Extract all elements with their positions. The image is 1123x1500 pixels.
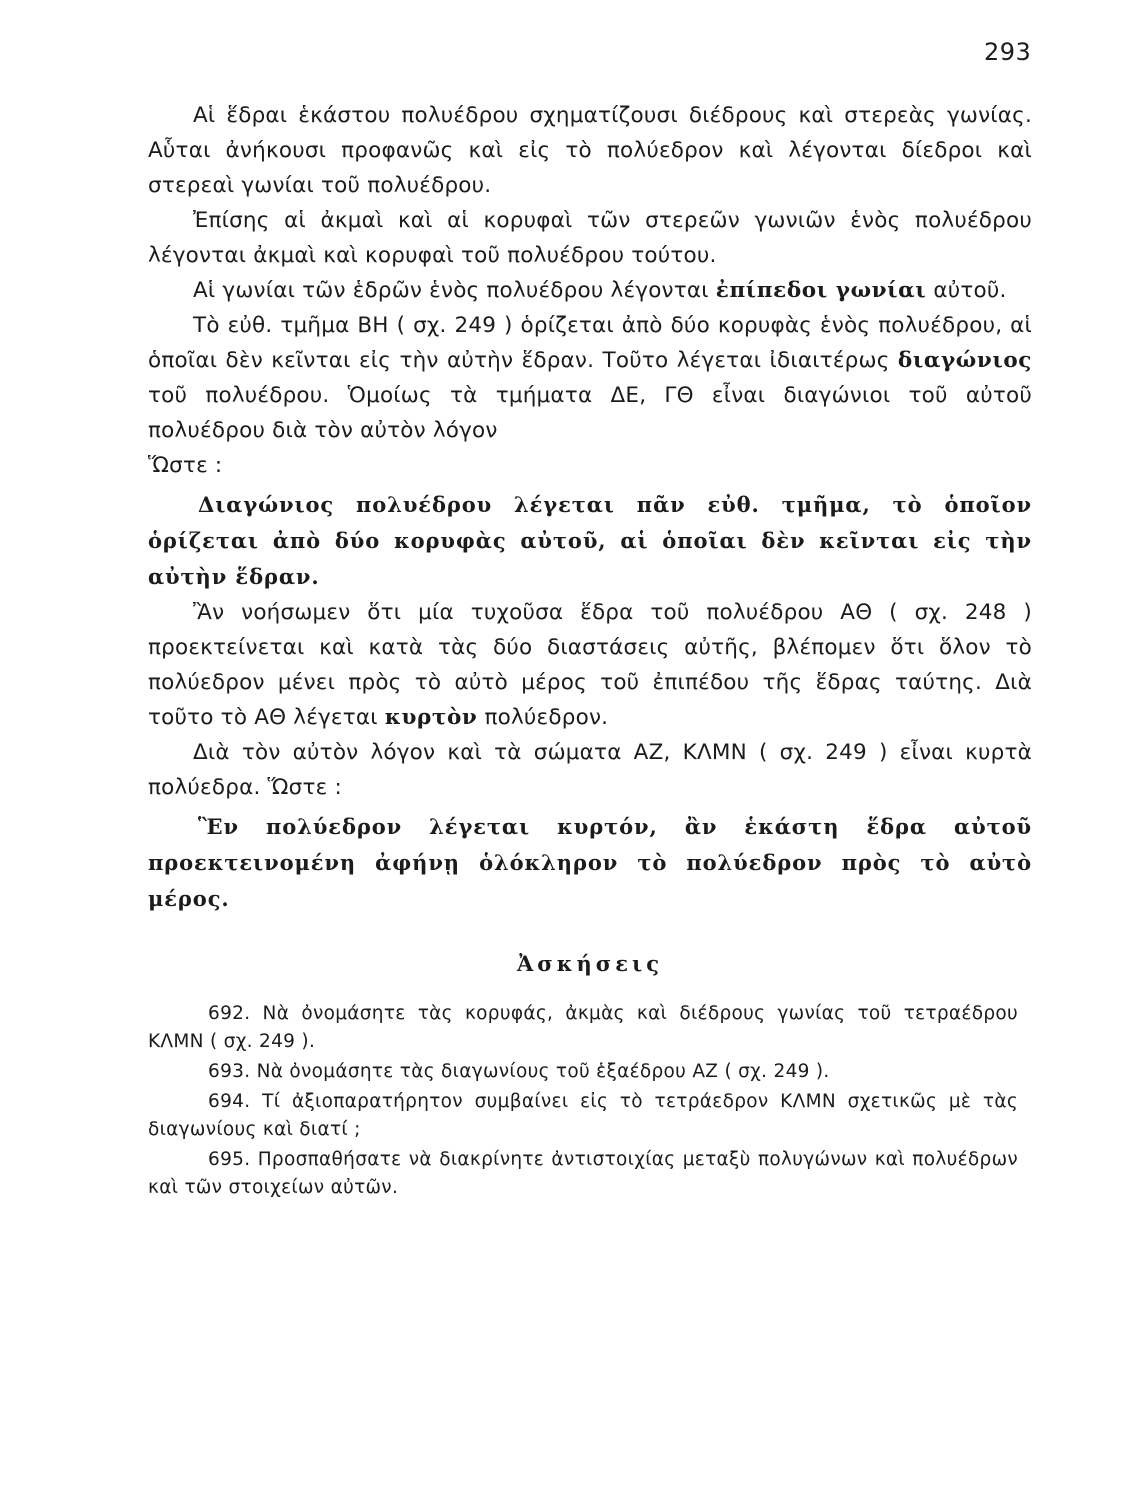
paragraph-plane-angles	[148, 273, 1032, 308]
paragraph-therefore: Ὥστε :	[148, 453, 223, 478]
paragraph-text: αὐτοῦ.	[933, 278, 1007, 303]
paragraph-convex-solids: Διὰ τὸν αὐτὸν λόγον καὶ τὰ σώματα ΑΖ, ΚΛΜΝ ( σχ. 249 ) εἶναι κυρτὰ πολύεδρα. Ὥστε :	[148, 740, 1032, 800]
paragraph-edges-vertices: Ἐπίσης αἱ ἀκμαὶ καὶ αἱ κορυφαὶ τῶν στερεῶν γωνιῶν ἑνὸς πολυέδρου λέγονται ἀκμαὶ καὶ κορυφαὶ τοῦ πολυέδρου τούτου.	[148, 208, 1032, 268]
paragraph-text: τοῦ πολυέδρου. Ὁμοίως τὰ τμήματα ΔΕ, ΓΘ εἶναι διαγώνιοι τοῦ αὐτοῦ πολυέδρου διὰ τὸν αὐτὸν λόγον	[148, 383, 1032, 443]
exercise-item: 694. Τί ἀξιοπαρατήρητον συμβαίνει εἰς τὸ τετράεδρον ΚΛΜΝ σχετικῶς μὲ τὰς διαγωνίους καὶ διατί ;	[148, 1091, 1018, 1140]
exercise-item: 692. Νὰ ὀνομάσητε τὰς κορυφάς, ἀκμὰς καὶ διέδρους γωνίας τοῦ τετραέδρου ΚΛΜΝ ( σχ. 249 ).	[148, 1003, 1018, 1052]
paragraph-text: Ἂν νοήσωμεν ὅτι μία τυχοῦσα ἕδρα τοῦ πολυέδρου ΑΘ ( σχ. 248 ) προεκτείνεται καὶ κατὰ τὰς δύο διαστάσεις αὐτῆς, βλέπομεν ὅτι ὅλον τὸ πολύεδρον μένει πρὸς τὸ αὐτὸ μέρος τοῦ ἐπιπέδου τῆς ἕδρας ταύτης. Διὰ τοῦτο τὸ ΑΘ λέγεται	[148, 600, 1032, 730]
definition-diagonal: Διαγώνιος πολυέδρου λέγεται πᾶν εὐθ. τμῆμα, τὸ ὁποῖον ὁρίζεται ἀπὸ δύο κορυφὰς αὐτοῦ, αἱ ὁποῖαι δὲν κεῖνται εἰς τὴν αὐτὴν ἕδραν.	[148, 492, 1032, 589]
page-number: 293	[984, 38, 1032, 66]
exercise-item: 693. Νὰ ὀνομάσητε τὰς διαγωνίους τοῦ ἑξαέδρου ΑΖ ( σχ. 249 ).	[208, 1061, 830, 1082]
paragraph-diagonal	[148, 308, 1032, 448]
exercises-heading: Ἀσκήσεις	[517, 951, 663, 976]
paragraph-convex	[148, 595, 1032, 735]
paragraph-faces-angles: Αἱ ἕδραι ἑκάστου πολυέδρου σχηματίζουσι διέδρους καὶ στερεὰς γωνίας. Αὗται ἀνήκουσι προφανῶς καὶ εἰς τὸ πολύεδρον καὶ λέγονται δίεδροι καὶ στερεαὶ γωνίαι τοῦ πολυέδρου.	[148, 103, 1032, 198]
term-diagonal: διαγώνιος	[897, 348, 1032, 373]
paragraph-text: πολύεδρον.	[484, 705, 609, 730]
page-body	[148, 98, 1032, 1202]
term-convex: κυρτὸν	[384, 705, 478, 730]
paragraph-text: Τὸ εὐθ. τμῆμα ΒΗ ( σχ. 249 ) ὁρίζεται ἀπὸ δύο κορυφὰς ἑνὸς πολυέδρου, αἱ ὁποῖαι δὲν κεῖνται εἰς τὴν αὐτὴν ἕδραν. Τοῦτο λέγεται ἰδιαιτέρως	[148, 313, 1032, 373]
paragraph-text: Αἱ γωνίαι τῶν ἑδρῶν ἑνὸς πολυέδρου λέγονται	[193, 278, 709, 303]
definition-convex: Ἓν πολύεδρον λέγεται κυρτόν, ἂν ἑκάστη ἕδρα αὐτοῦ προεκτεινομένη ἀφήνῃ ὁλόκληρον τὸ πολύεδρον πρὸς τὸ αὐτὸ μέρος.	[148, 814, 1032, 911]
term-plane-angles: ἐπίπεδοι γωνίαι	[715, 278, 927, 303]
exercise-item: 695. Προσπαθήσατε νὰ διακρίνητε ἀντιστοιχίας μεταξὺ πολυγώνων καὶ πολυέδρων καὶ τῶν στοιχείων αὐτῶν.	[148, 1149, 1018, 1198]
